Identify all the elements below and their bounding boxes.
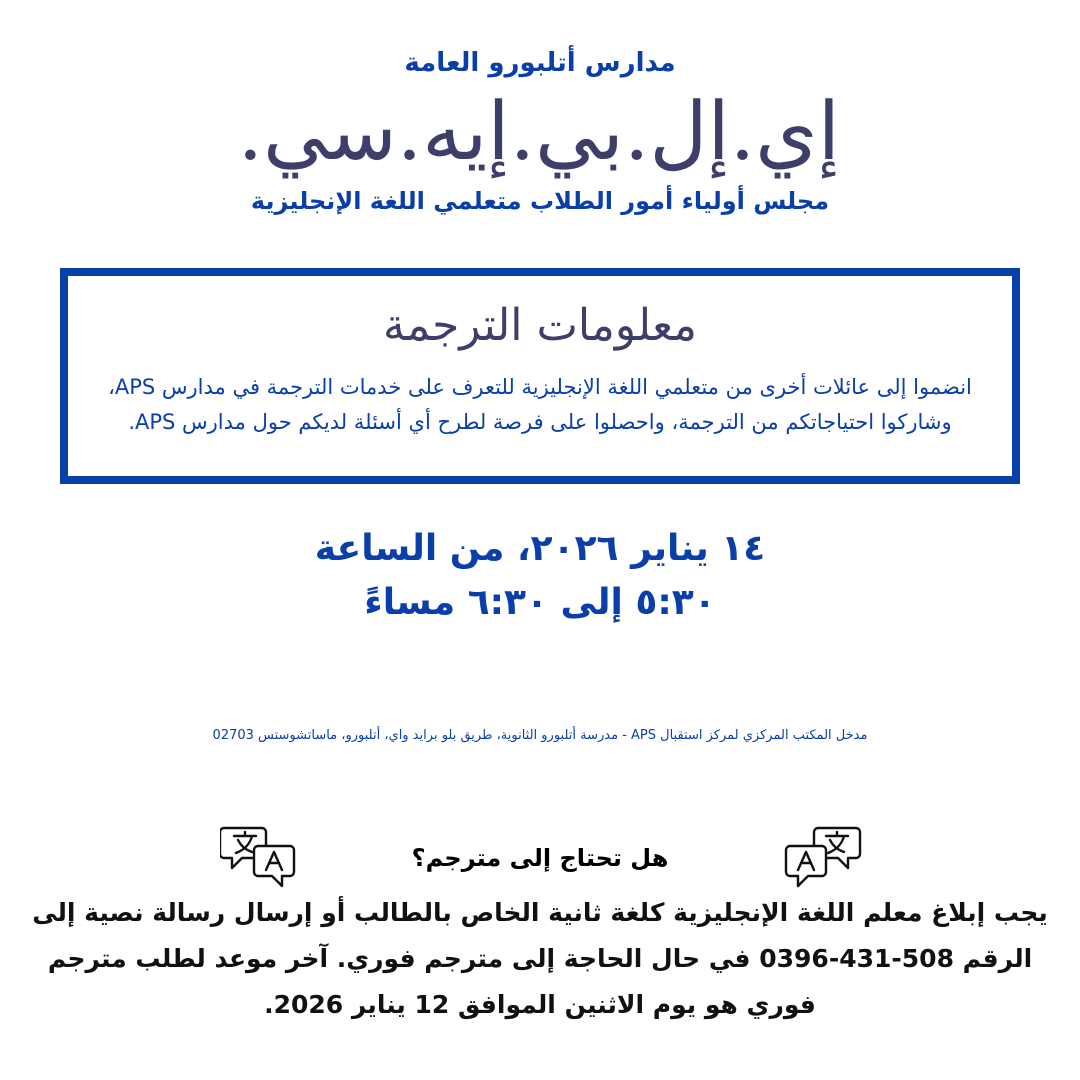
council-name: مجلس أولياء أمور الطلاب متعلمي اللغة الإنجليزية bbox=[250, 187, 830, 215]
event-venue: مدخل المكتب المركزي لمركز استقبال APS - مدرسة أتلبورو الثانوية، طريق بلو برايد واي، أتلبورو، ماساتشوستس 02703 bbox=[212, 728, 868, 743]
big-title: إي.إل.بي.إيه.سي. bbox=[237, 85, 840, 178]
event-date-time: ١٤ يناير ٢٠٢٦، من الساعة ٥:٣٠ إلى ٦:٣٠ مساءً bbox=[314, 528, 766, 623]
interpreter-instructions: يجب إبلاغ معلم اللغة الإنجليزية كلغة ثانية الخاص بالطالب أو إرسال رسالة نصية إلى الرقم 508-431-0396 في حال الحاجة إلى مترجم فوري. آخر موعد لطلب مترجم فوري هو يوم الاثنين الموافق 12 يناير 2026. bbox=[32, 898, 1048, 1019]
translate-icon bbox=[782, 824, 862, 888]
info-box-description: انضموا إلى عائلات أخرى من متعلمي اللغة الإنجليزية للتعرف على خدمات الترجمة في مدارس APS، وشاركوا احتياجاتكم من الترجمة، واحصلوا على فرصة لطرح أي أسئلة لديكم حول مدارس APS. bbox=[108, 375, 972, 434]
interpreter-question: هل تحتاج إلى مترجم؟ bbox=[411, 844, 669, 872]
info-box-title: معلومات الترجمة bbox=[383, 300, 697, 351]
org-name: مدارس أتلبورو العامة bbox=[404, 48, 676, 78]
